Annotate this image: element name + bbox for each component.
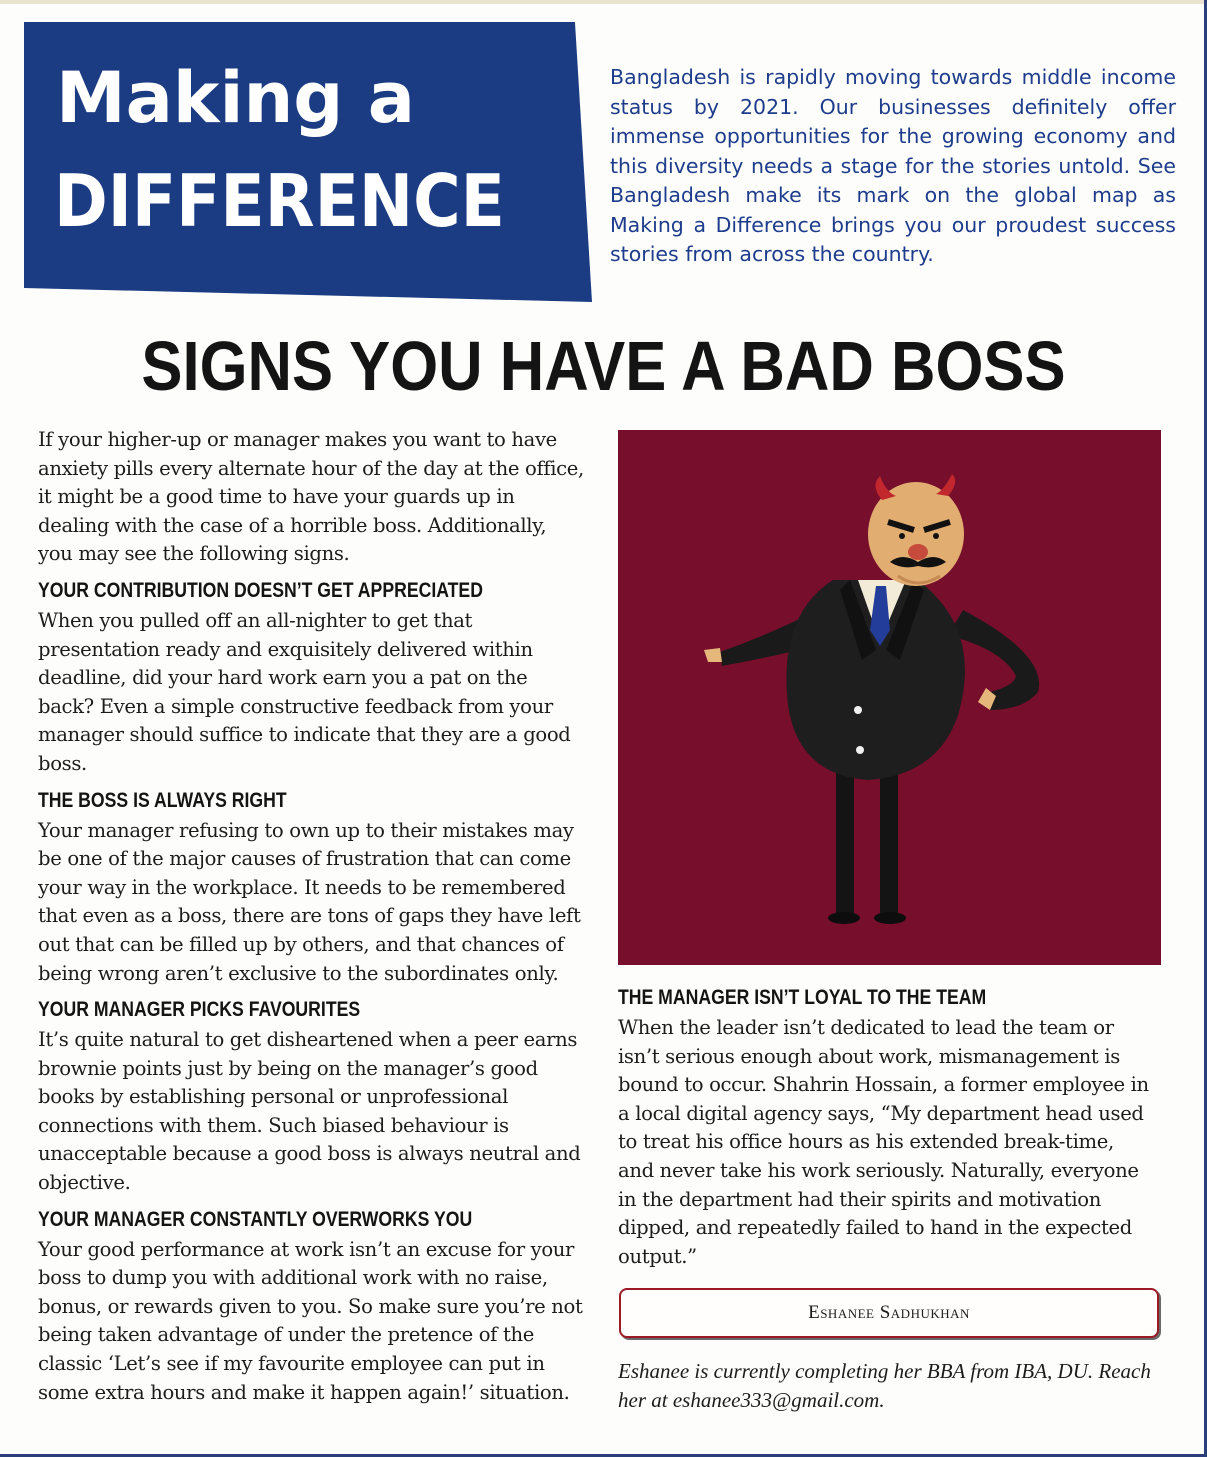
article-column-left (38, 426, 584, 1407)
section-heading: YOUR MANAGER CONSTANTLY OVERWORKS YOU (38, 1207, 473, 1231)
section-body: When the leader isn’t dedicated to lead the team or isn’t serious enough about work, mismanagement is bound to occur. Shahrin Hossain, a former employee in a local digital agency says, “My department head used to treat his office hours as his extended break-time, and never take his work seriously. Naturally, everyone in the department had their spirits and motivation dipped, and repeatedly failed to hand in the expected output.” (618, 1016, 1149, 1268)
author-name: Eshanee Sadhukhan (808, 1302, 970, 1323)
devil-boss-icon (618, 430, 1161, 965)
section-body: Your manager refusing to own up to their mistakes may be one of the major causes of frustration that can come your way in the workplace. It needs to be remembered that even as a boss, there are tons of gaps they have left out that can be filled up by others, and that chances of being wrong aren’t exclusive to the subordinates only. (38, 818, 581, 985)
banner-intro-text: Bangladesh is rapidly moving towards middle income status by 2021. Our businesses definitely offer immense opportunities for the growing economy and this diversity needs a stage for the stories untold. See Bangladesh make its mark on the global map as Making a Difference brings you our proudest success stories from across the country. (610, 65, 1176, 266)
section-body: Your good performance at work isn’t an excuse for your boss to dump you with additional work with no raise, bonus, or rewards given to you. So make sure you’re not being taken advantage of under the pretence of the classic ‘Let’s see if my favourite employee can put in some extra hours and make it happen again!’ situation. (38, 1237, 583, 1404)
article-column-right (618, 984, 1154, 1271)
section-heading: THE BOSS IS ALWAYS RIGHT (38, 788, 287, 812)
author-bio: Eshanee is currently completing her BBA from IBA, DU. Reach her at eshanee333@gmail.com. (618, 1359, 1151, 1412)
banner-title-line1: Making a (56, 57, 415, 139)
article-headline: SIGNS YOU HAVE A BAD BOSS (141, 327, 1066, 405)
section-heading: YOUR MANAGER PICKS FAVOURITES (38, 998, 361, 1022)
section-body: It’s quite natural to get disheartened when a peer earns brownie points just by being on the manager’s good books by establishing personal or unprofessional connections with them. Such biased behaviour is unacceptable because a good boss is always neutral and objective. (38, 1028, 581, 1195)
section-heading: THE MANAGER ISN’T LOYAL TO THE TEAM (618, 986, 987, 1009)
section-heading: YOUR CONTRIBUTION DOESN’T GET APPRECIATED (38, 578, 483, 602)
article-illustration (618, 430, 1161, 965)
section-body: When you pulled off an all-nighter to get that presentation ready and exquisitely delivered within deadline, did your hard work earn you a pat on the back? Even a simple constructive feedback from your manager should suffice to indicate that they are a good boss. (38, 608, 571, 775)
article-intro: If your higher-up or manager makes you want to have anxiety pills every alternate hour of the day at the office, it might be a good time to have your guards up in dealing with the case of a horrible boss. Additionally, you may see the following signs. (38, 428, 584, 566)
banner-title-line2: DIFFERENCE (54, 159, 505, 243)
author-byline (619, 1288, 1159, 1338)
